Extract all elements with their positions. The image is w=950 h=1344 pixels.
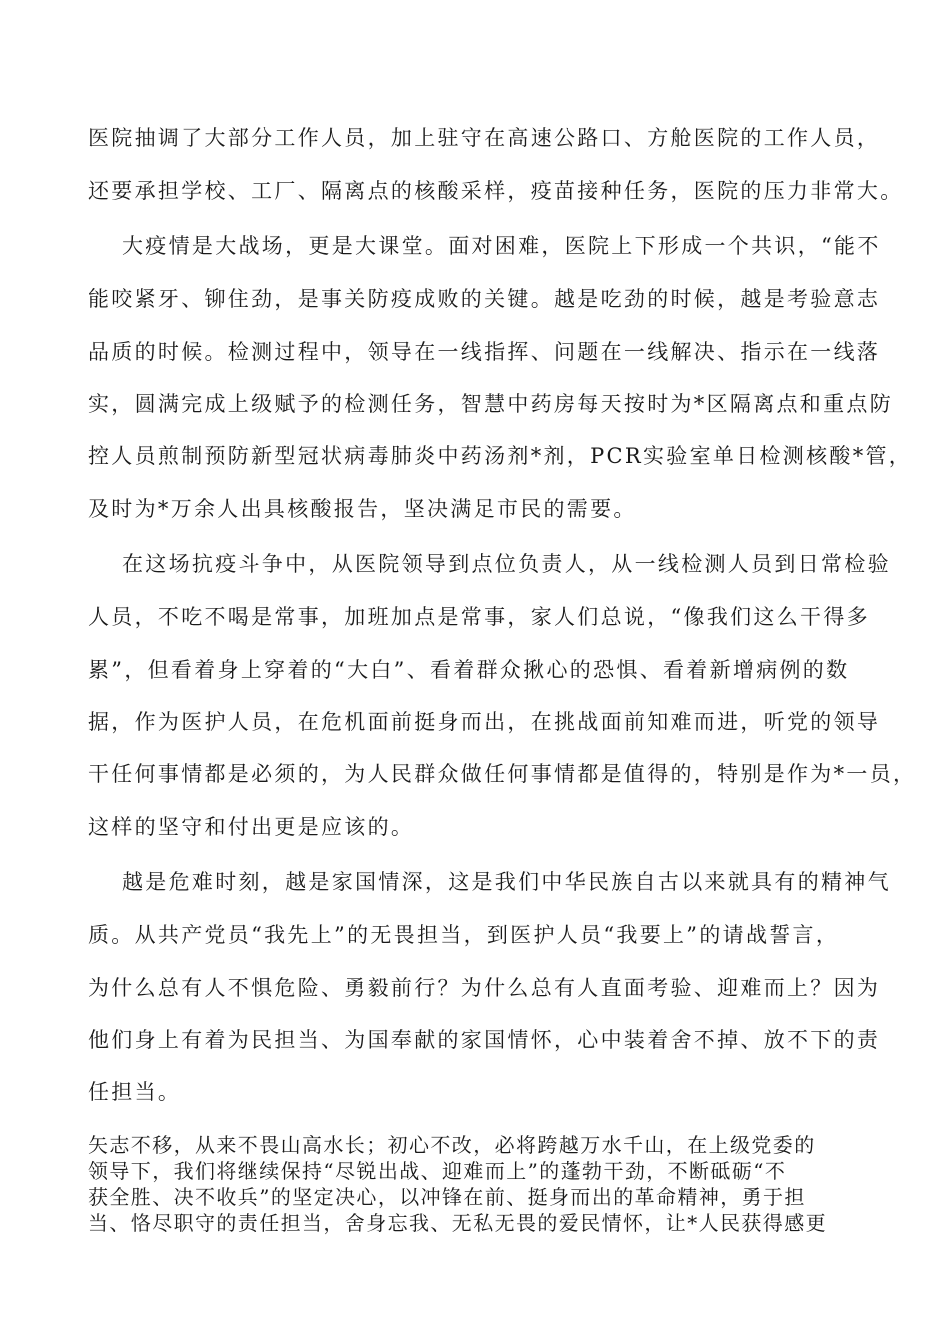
paragraph-5-line-4: 当、恪尽职守的责任担当，舍身忘我、无私无畏的爱民情怀，让*人民获得感更 — [88, 1211, 827, 1235]
paragraph-5-line-2: 领导下，我们将继续保持“尽锐出战、迎难而上”的蓬勃干劲，不断砥砺“不 — [88, 1159, 787, 1183]
paragraph-2-line-5: 控人员煎制预防新型冠状病毒肺炎中药汤剂*剂，PCR实验室单日检测核酸*管， — [88, 444, 913, 468]
paragraph-4-line-2: 质。从共产党员“我先上”的无畏担当，到医护人员“我要上”的请战誓言， — [88, 923, 840, 947]
paragraph-1-line-1: 医院抽调了大部分工作人员，加上驻守在高速公路口、方舱医院的工作人员， — [88, 126, 881, 150]
paragraph-2-line-2: 能咬紧牙、铆住劲，是事关防疫成败的关键。越是吃劲的时候，越是考验意志 — [88, 287, 881, 311]
paragraph-3-line-2: 人员，不吃不喝是常事，加班加点是常事，家人们总说，“像我们这么干得多 — [88, 605, 870, 629]
paragraph-2-line-4: 实，圆满完成上级赋予的检测任务，智慧中药房每天按时为*区隔离点和重点防 — [88, 392, 893, 416]
paragraph-3-line-3: 累”，但看着身上穿着的“大白”、看着群众揪心的恐惧、看着新增病例的数 — [88, 658, 850, 682]
paragraph-4-line-4: 他们身上有着为民担当、为国奉献的家国情怀，心中装着舍不掉、放不下的责 — [88, 1028, 881, 1052]
paragraph-1-line-2: 还要承担学校、工厂、隔离点的核酸采样，疫苗接种任务，医院的压力非常大。 — [88, 179, 904, 203]
paragraph-3-line-1: 在这场抗疫斗争中，从医院领导到点位负责人，从一线检测人员到日常检验 — [122, 552, 891, 576]
paragraph-3-line-5: 干任何事情都是必须的，为人民群众做任何事情都是值得的，特别是作为*一员， — [88, 762, 917, 786]
paragraph-3-line-4: 据，作为医护人员，在危机面前挺身而出，在挑战面前知难而进，听党的领导 — [88, 710, 881, 734]
paragraph-5-line-3: 获全胜、决不收兵”的坚定决心，以冲锋在前、挺身而出的革命精神，勇于担 — [88, 1185, 806, 1209]
paragraph-3-line-6: 这样的坚守和付出更是应该的。 — [88, 815, 415, 839]
paragraph-4-line-1: 越是危难时刻，越是家国情深，这是我们中华民族自古以来就具有的精神气 — [122, 870, 891, 894]
paragraph-2-line-6: 及时为*万余人出具核酸报告，坚决满足市民的需要。 — [88, 497, 637, 521]
paragraph-4-line-3: 为什么总有人不惧危险、勇毅前行？为什么总有人直面考验、迎难而上？因为 — [88, 976, 881, 1000]
paragraph-2-line-1: 大疫情是大战场，更是大课堂。面对困难，医院上下形成一个共识，“能不 — [122, 234, 881, 258]
paragraph-5-line-1: 矢志不移，从来不畏山高水长；初心不改，必将跨越万水千山，在上级党委的 — [88, 1133, 816, 1157]
paragraph-2-line-3: 品质的时候。检测过程中，领导在一线指挥、问题在一线解决、指示在一线落 — [88, 340, 881, 364]
paragraph-4-line-5: 任担当。 — [88, 1080, 182, 1104]
